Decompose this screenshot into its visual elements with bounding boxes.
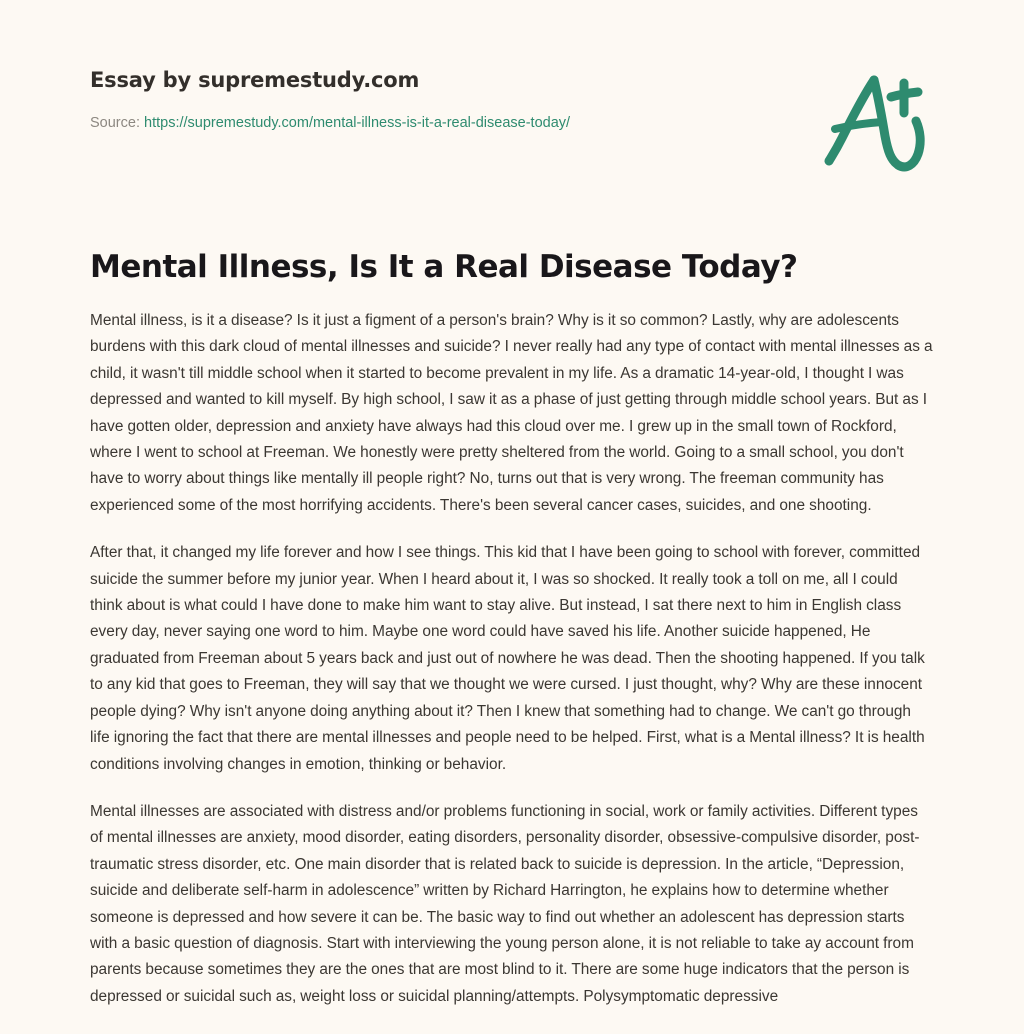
source-url-link[interactable]: https://supremestudy.com/mental-illness-is-it-a-real-disease-today/ [144, 115, 571, 132]
article-body [90, 308, 933, 1010]
page-header [90, 68, 790, 133]
source-line [90, 114, 790, 133]
source-label: Source: [90, 115, 140, 132]
body-paragraph: After that, it changed my life forever and how I see things. This kid that I have been going to school with forever, committed suicide the summer before my junior year. When I heard about it, I was so shocked. It really took a toll on me, all I could think about is what could I have done to make him want to stay alive. But instead, I sat there next to him in English class every day, never saying one word to him. Maybe one word could have saved his life. Another suicide happened, He graduated from Freeman about 5 years back and just out of nowhere he was dead. Then the shooting happened. If you talk to any kid that goes to Freeman, they will say that we thought we were cursed. I just thought, why? Why are these innocent people dying? Why isn't anyone doing anything about it? Then I knew that something had to change. We can't go through life ignoring the fact that there are mental illnesses and people need to be helped. First, what is a Mental illness? It is health conditions involving changes in emotion, thinking or behavior. [90, 544, 925, 773]
a-plus-logo-icon [812, 66, 928, 174]
page-title: Mental Illness, Is It a Real Disease Today? [90, 249, 798, 285]
body-paragraph: Mental illnesses are associated with distress and/or problems functioning in social, work or family activities. Different types of mental illnesses are anxiety, mood disorder, eating disorders, personality disorder, obsessive-compulsive disorder, post-traumatic stress disorder, etc. One main disorder that is related back to suicide is depression. In the article, “Depression, suicide and deliberate self-harm in adolescence” written by Richard Harrington, he explains how to determine whether someone is depressed and how severe it can be. The basic way to find out whether an adolescent has depression starts with a basic question of diagnosis. Start with interviewing the young person alone, it is not reliable to take ay account from parents because sometimes they are the ones that are most blind to it. There are some huge indicators that the person is depressed or suicidal such as, weight loss or suicidal planning/attempts. Polysymptomatic depressive [90, 802, 920, 1005]
essay-byline: Essay by supremestudy.com [90, 68, 420, 92]
body-paragraph: Mental illness, is it a disease? Is it just a figment of a person's brain? Why is it so common? Lastly, why are adolescents burdens with this dark cloud of mental illnesses and suicide? I never really had any type of contact with mental illnesses as a child, it wasn't till middle school when it started to become prevalent in my life. As a dramatic 14-year-old, I thought I was depressed and wanted to kill myself. By high school, I saw it as a phase of just getting through middle school years. But as I have gotten older, depression and anxiety have always had this cloud over me. I grew up in the small town of Rockford, where I went to school at Freeman. We honestly were pretty sheltered from the world. Going to a small school, you don't have to worry about things like mentally ill people right? No, turns out that is very wrong. The freeman community has experienced some of the most horrifying accidents. There's been several cancer cases, suicides, and one shooting. [90, 312, 933, 514]
a-plus-logo [812, 66, 928, 174]
